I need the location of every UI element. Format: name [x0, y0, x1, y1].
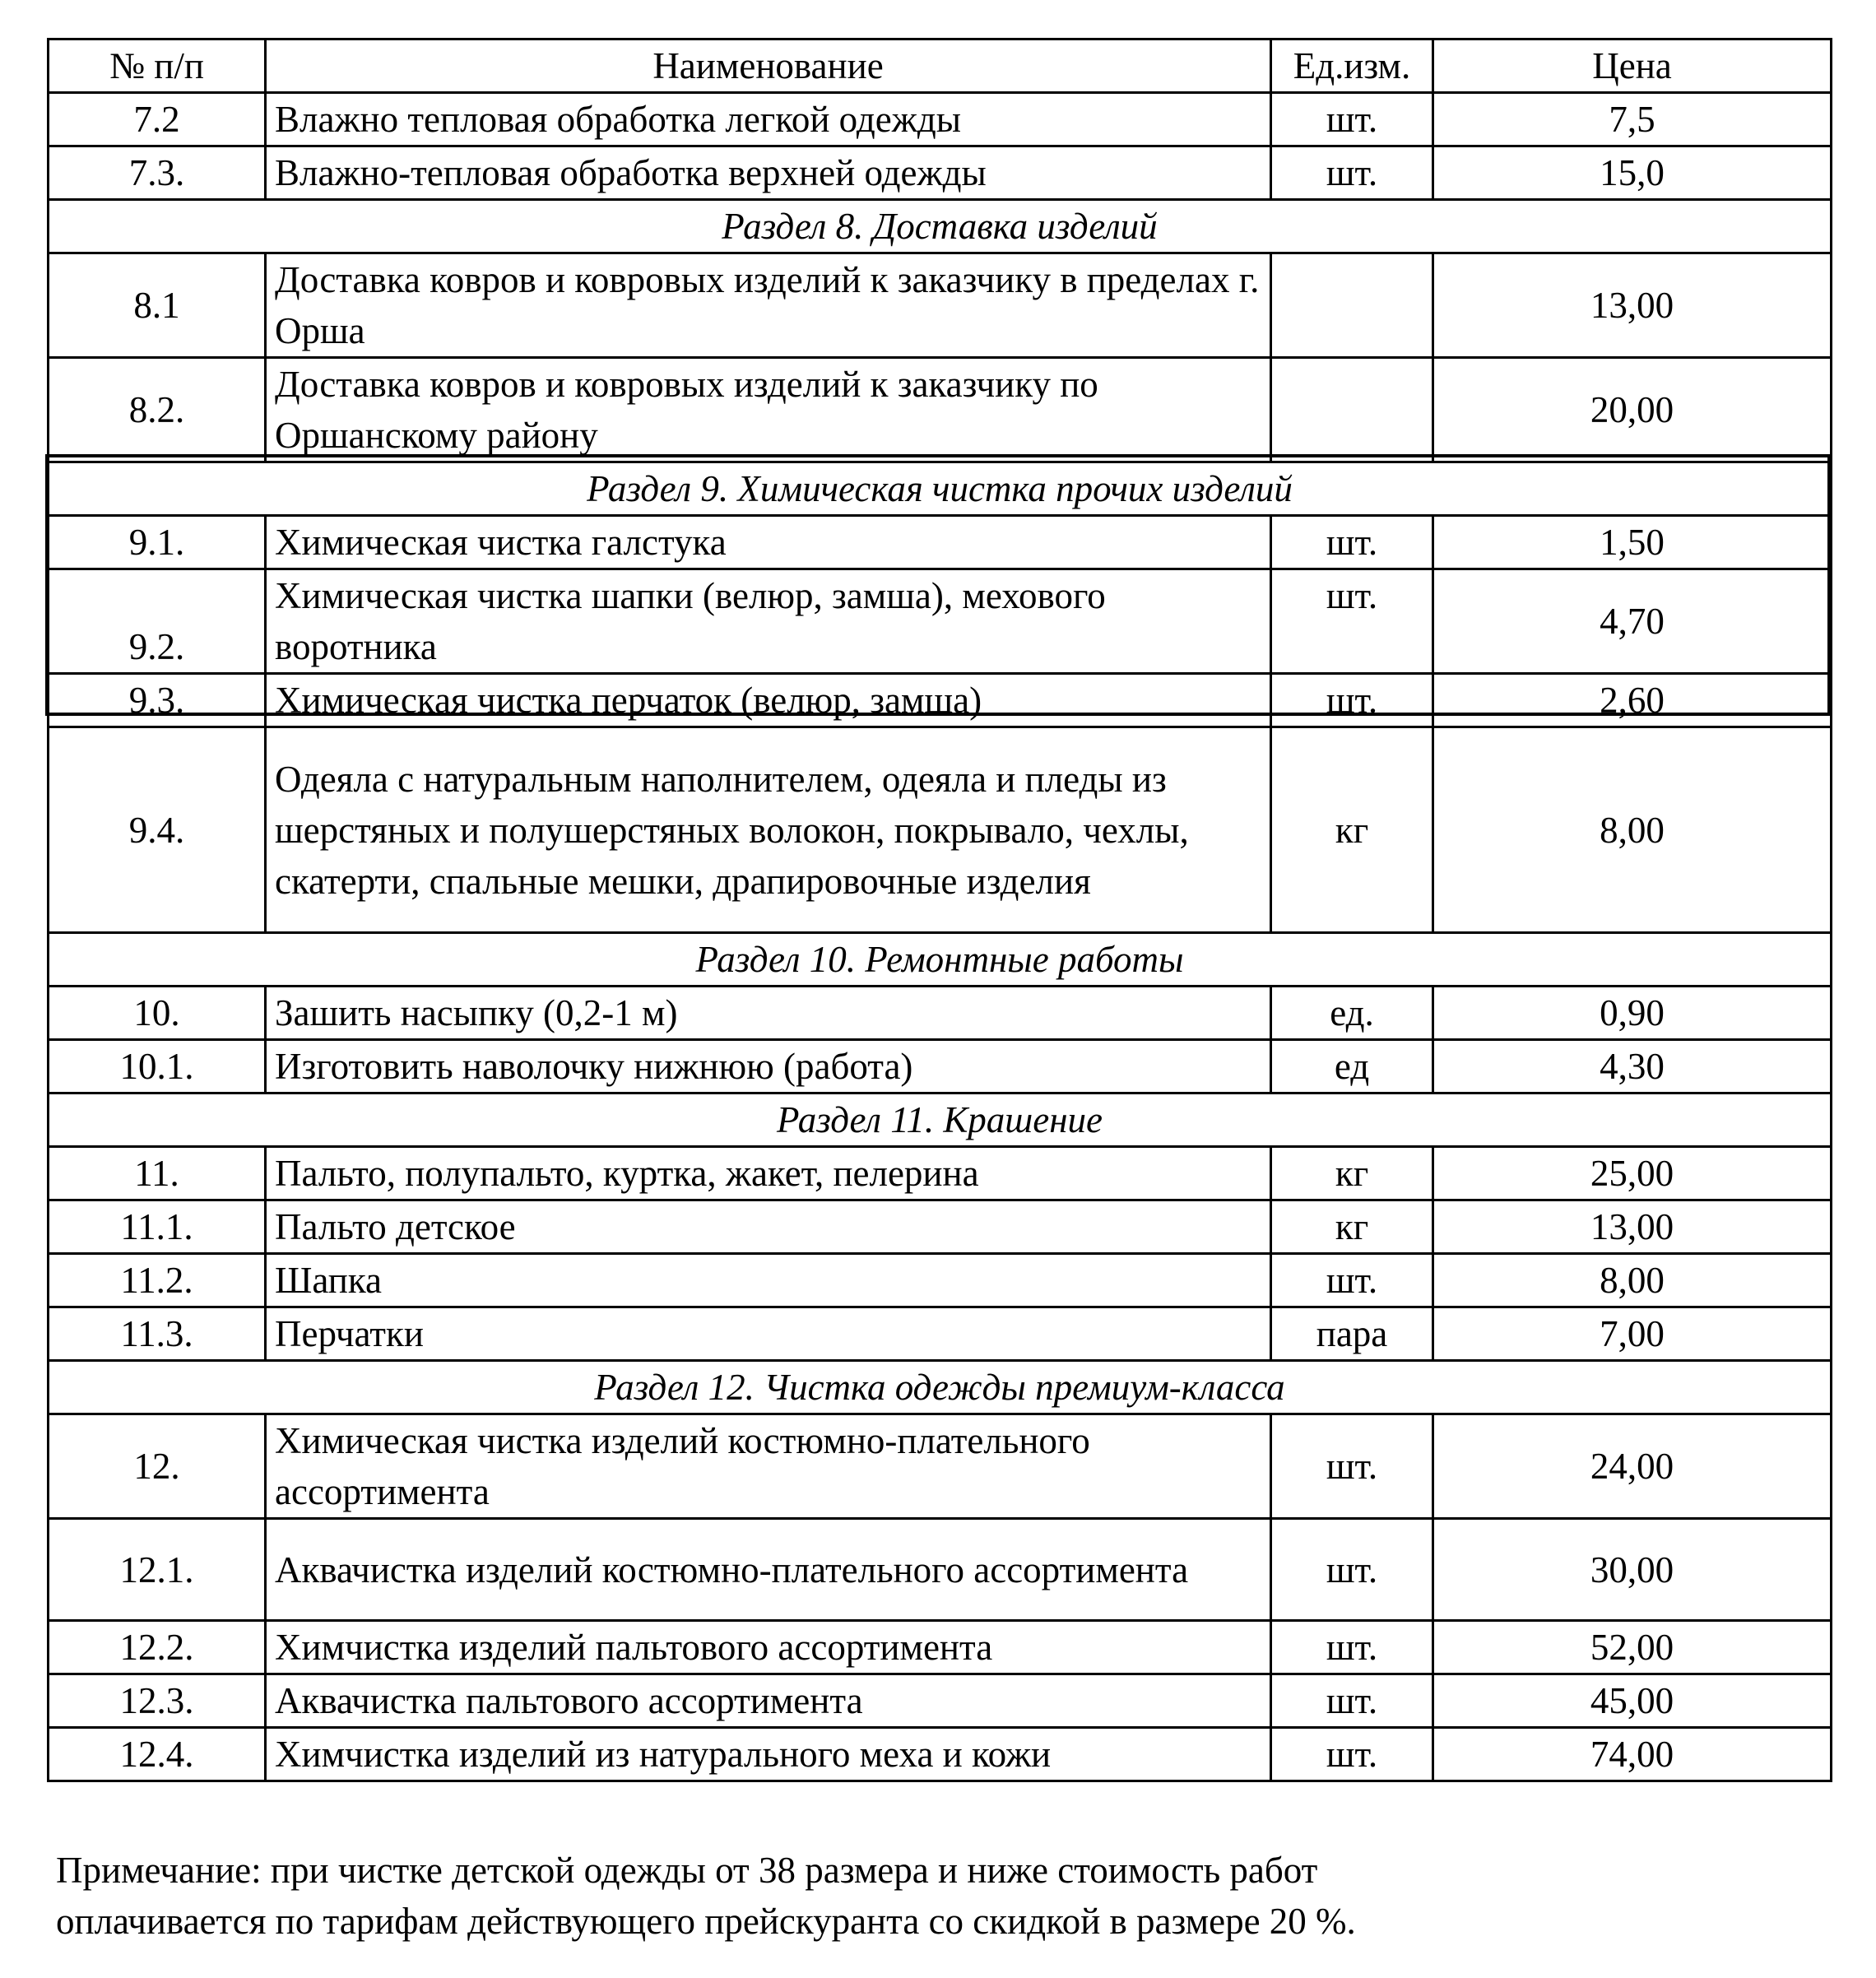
row-name: Пальто детское [266, 1200, 1271, 1254]
table-row [49, 987, 1832, 1040]
section-row [49, 462, 1832, 516]
row-unit: шт. [1271, 1519, 1433, 1621]
table-row [49, 516, 1832, 569]
row-num: 12.3. [49, 1674, 266, 1728]
row-num: 11. [49, 1147, 266, 1200]
row-unit [1271, 358, 1433, 462]
row-num: 11.1. [49, 1200, 266, 1254]
table-row [49, 1674, 1832, 1728]
row-num: 10.1. [49, 1040, 266, 1093]
row-price: 52,00 [1433, 1621, 1832, 1674]
row-num: 12. [49, 1414, 266, 1519]
table-row [49, 93, 1832, 146]
row-num: 9.1. [49, 516, 266, 569]
row-num: 10. [49, 987, 266, 1040]
price-table [47, 38, 1832, 1782]
row-name: Изготовить наволочку нижнюю (работа) [266, 1040, 1271, 1093]
table-row [49, 1621, 1832, 1674]
row-unit: шт. [1271, 674, 1433, 727]
row-name: Пальто, полупальто, куртка, жакет, пелерина [266, 1147, 1271, 1200]
table-row [49, 1040, 1832, 1093]
row-name: Доставка ковров и ковровых изделий к заказчику по Оршанскому району [266, 358, 1271, 462]
table-row [49, 146, 1832, 200]
row-name: Химическая чистка перчаток (велюр, замша) [266, 674, 1271, 727]
row-price: 0,90 [1433, 987, 1832, 1040]
table-row [49, 1728, 1832, 1781]
row-unit: шт. [1271, 93, 1433, 146]
row-unit: кг [1271, 727, 1433, 933]
row-name: Химчистка изделий из натурального меха и кожи [266, 1728, 1271, 1781]
footnote-line-2: оплачивается по тарифам действующего прейскуранта со скидкой в размере 20 %. [56, 1901, 1356, 1942]
row-price: 13,00 [1433, 1200, 1832, 1254]
row-num: 12.4. [49, 1728, 266, 1781]
row-price: 13,00 [1433, 253, 1832, 358]
header-price: Цена [1433, 39, 1832, 93]
row-price: 8,00 [1433, 1254, 1832, 1307]
footnote [56, 1845, 1825, 1947]
row-unit: ед [1271, 1040, 1433, 1093]
row-unit: шт. [1271, 1674, 1433, 1728]
row-price: 7,00 [1433, 1307, 1832, 1361]
row-unit: кг [1271, 1200, 1433, 1254]
row-unit: шт. [1271, 146, 1433, 200]
row-num: 9.4. [49, 727, 266, 933]
row-unit: шт. [1271, 1254, 1433, 1307]
row-name: Химчистка изделий пальтового ассортимента [266, 1621, 1271, 1674]
row-price: 8,00 [1433, 727, 1832, 933]
header-name: Наименование [266, 39, 1271, 93]
table-row [49, 253, 1832, 358]
row-unit: кг [1271, 1147, 1433, 1200]
row-name: Влажно-тепловая обработка верхней одежды [266, 146, 1271, 200]
row-unit: шт. [1271, 1621, 1433, 1674]
table-row [49, 1519, 1832, 1621]
row-price: 45,00 [1433, 1674, 1832, 1728]
row-name: Шапка [266, 1254, 1271, 1307]
row-name: Перчатки [266, 1307, 1271, 1361]
section-row [49, 1093, 1832, 1147]
row-num: 8.1 [49, 253, 266, 358]
row-name: Аквачистка изделий костюмно-плательного ассортимента [266, 1519, 1271, 1621]
row-unit: шт. [1271, 569, 1433, 674]
table-row [49, 727, 1832, 933]
table-row [49, 358, 1832, 462]
row-price: 4,30 [1433, 1040, 1832, 1093]
row-num: 11.2. [49, 1254, 266, 1307]
section-title: Раздел 10. Ремонтные работы [49, 933, 1832, 987]
row-name: Влажно тепловая обработка легкой одежды [266, 93, 1271, 146]
row-price: 15,0 [1433, 146, 1832, 200]
header-num: № п/п [49, 39, 266, 93]
table-row [49, 1200, 1832, 1254]
row-unit: пара [1271, 1307, 1433, 1361]
row-price: 25,00 [1433, 1147, 1832, 1200]
row-num: 11.3. [49, 1307, 266, 1361]
table-row [49, 1147, 1832, 1200]
table-row [49, 1307, 1832, 1361]
row-price: 74,00 [1433, 1728, 1832, 1781]
row-price: 1,50 [1433, 516, 1832, 569]
table-row [49, 674, 1832, 727]
footnote-line-1: Примечание: при чистке детской одежды от 38 размера и ниже стоимость работ [56, 1850, 1318, 1891]
section-row [49, 1361, 1832, 1414]
row-name: Химическая чистка изделий костюмно-плательного ассортимента [266, 1414, 1271, 1519]
section-title: Раздел 9. Химическая чистка прочих изделий [49, 462, 1832, 516]
table-row [49, 1254, 1832, 1307]
row-unit [1271, 253, 1433, 358]
table-row [49, 569, 1832, 674]
row-price: 24,00 [1433, 1414, 1832, 1519]
row-name: Химическая чистка шапки (велюр, замша), мехового воротника [266, 569, 1271, 674]
row-unit: шт. [1271, 1414, 1433, 1519]
row-num: 7.3. [49, 146, 266, 200]
row-name: Зашить насыпку (0,2-1 м) [266, 987, 1271, 1040]
section-title: Раздел 8. Доставка изделий [49, 200, 1832, 253]
header-unit: Ед.изм. [1271, 39, 1433, 93]
row-name: Одеяла с натуральным наполнителем, одеяла и пледы из шерстяных и полушерстяных волокон, покрывало, чехлы, скатерти, спальные мешки, драпировочные изделия [266, 727, 1271, 933]
row-price: 7,5 [1433, 93, 1832, 146]
section-title: Раздел 11. Крашение [49, 1093, 1832, 1147]
section-row [49, 933, 1832, 987]
row-num: 7.2 [49, 93, 266, 146]
row-num: 8.2. [49, 358, 266, 462]
section-title: Раздел 12. Чистка одежды премиум-класса [49, 1361, 1832, 1414]
row-name: Доставка ковров и ковровых изделий к заказчику в пределах г. Орша [266, 253, 1271, 358]
row-price: 2,60 [1433, 674, 1832, 727]
row-price: 20,00 [1433, 358, 1832, 462]
row-num: 9.2. [49, 569, 266, 674]
row-price: 30,00 [1433, 1519, 1832, 1621]
row-name: Химическая чистка галстука [266, 516, 1271, 569]
row-unit: шт. [1271, 516, 1433, 569]
row-unit: шт. [1271, 1728, 1433, 1781]
row-name: Аквачистка пальтового ассортимента [266, 1674, 1271, 1728]
row-num: 12.1. [49, 1519, 266, 1621]
row-unit: ед. [1271, 987, 1433, 1040]
row-num: 12.2. [49, 1621, 266, 1674]
table-row [49, 1414, 1832, 1519]
row-num: 9.3. [49, 674, 266, 727]
row-price: 4,70 [1433, 569, 1832, 674]
table-header-row [49, 39, 1832, 93]
section-row [49, 200, 1832, 253]
